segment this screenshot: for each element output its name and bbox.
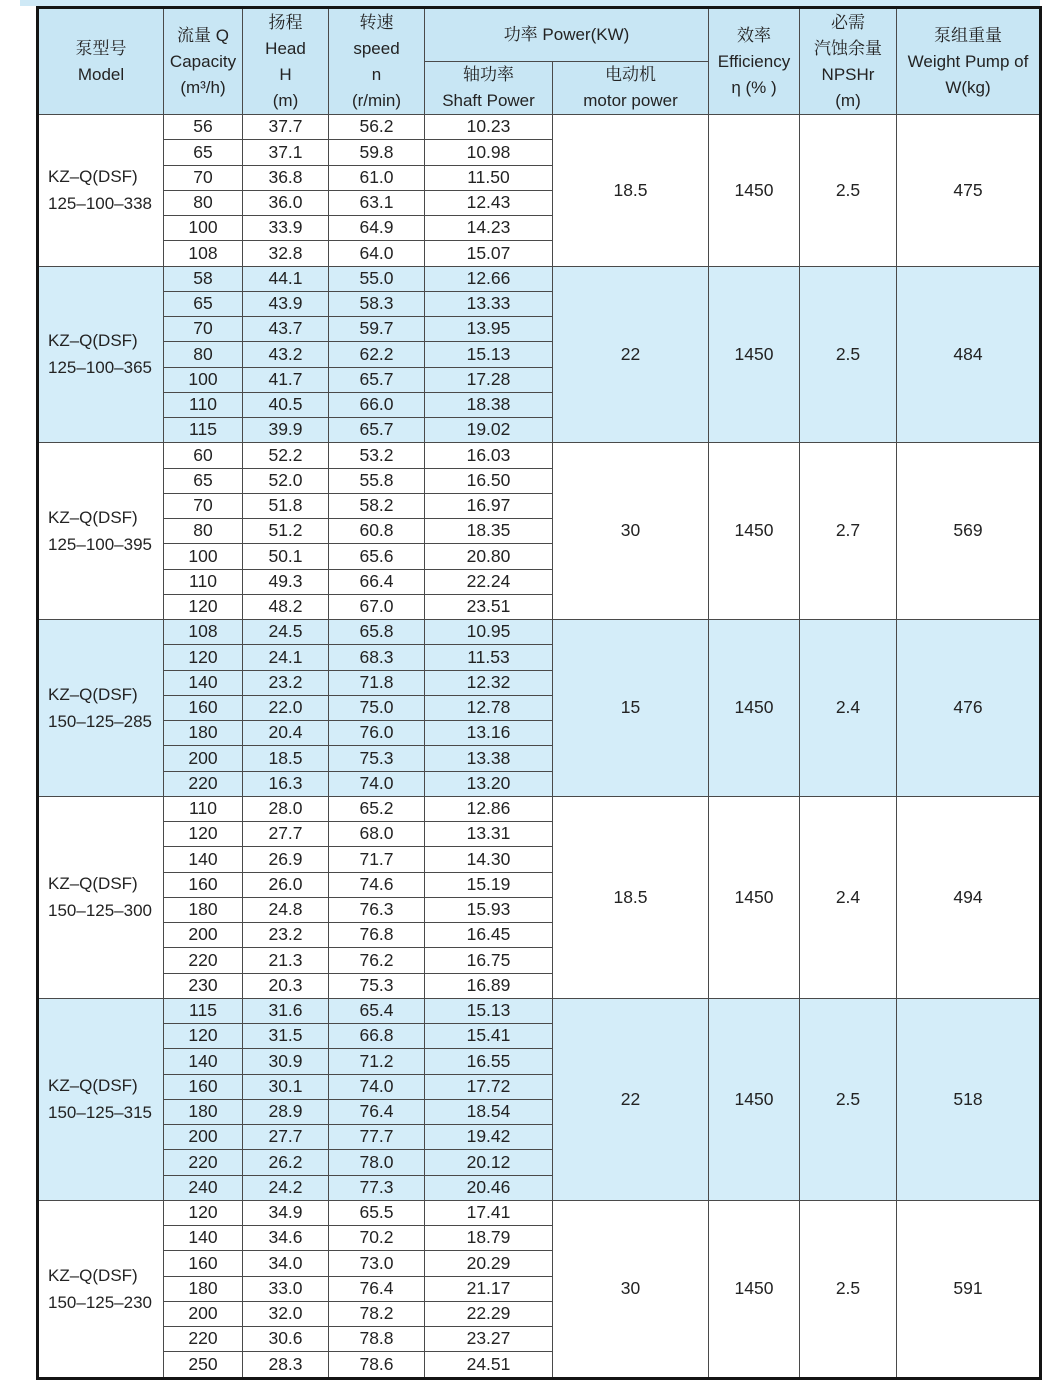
efficiency-cell: 1450 bbox=[709, 620, 800, 797]
col-header-speed bbox=[329, 8, 425, 115]
head-cell: 49.3 bbox=[243, 569, 329, 594]
capacity-cell: 65 bbox=[164, 291, 243, 316]
head-cell: 24.2 bbox=[243, 1175, 329, 1200]
speed-cell: 66.0 bbox=[329, 392, 425, 417]
header-line: 扬程 bbox=[268, 12, 303, 32]
shaft-power-cell: 11.50 bbox=[425, 165, 553, 190]
col-header-model bbox=[38, 8, 164, 115]
head-cell: 27.7 bbox=[243, 822, 329, 847]
head-cell: 23.2 bbox=[243, 670, 329, 695]
speed-cell: 65.2 bbox=[329, 796, 425, 821]
header-line: 泵组重量 bbox=[934, 25, 1002, 45]
head-cell: 48.2 bbox=[243, 594, 329, 619]
speed-cell: 76.2 bbox=[329, 948, 425, 973]
speed-cell: 77.7 bbox=[329, 1125, 425, 1150]
capacity-cell: 110 bbox=[164, 392, 243, 417]
capacity-cell: 180 bbox=[164, 721, 243, 746]
capacity-cell: 70 bbox=[164, 165, 243, 190]
capacity-cell: 120 bbox=[164, 594, 243, 619]
motor-power-cell: 15 bbox=[553, 620, 709, 797]
head-cell: 26.9 bbox=[243, 847, 329, 872]
shaft-power-cell: 23.51 bbox=[425, 594, 553, 619]
head-cell: 43.9 bbox=[243, 291, 329, 316]
model-line: KZ–Q(DSF) bbox=[48, 874, 138, 894]
header-line: W(kg) bbox=[945, 77, 991, 97]
shaft-power-cell: 14.30 bbox=[425, 847, 553, 872]
header-line: (m) bbox=[272, 90, 299, 110]
capacity-cell: 250 bbox=[164, 1352, 243, 1378]
capacity-cell: 65 bbox=[164, 140, 243, 165]
capacity-cell: 120 bbox=[164, 1200, 243, 1225]
speed-cell: 77.3 bbox=[329, 1175, 425, 1200]
head-cell: 33.9 bbox=[243, 216, 329, 241]
shaft-power-cell: 22.24 bbox=[425, 569, 553, 594]
weight-cell: 476 bbox=[897, 620, 1041, 797]
head-cell: 30.1 bbox=[243, 1074, 329, 1099]
shaft-power-cell: 17.41 bbox=[425, 1200, 553, 1225]
capacity-cell: 60 bbox=[164, 443, 243, 468]
model-cell bbox=[38, 115, 164, 267]
head-cell: 27.7 bbox=[243, 1125, 329, 1150]
shaft-power-cell: 15.07 bbox=[425, 241, 553, 266]
npshr-cell: 2.7 bbox=[800, 443, 897, 620]
capacity-cell: 115 bbox=[164, 998, 243, 1023]
shaft-power-cell: 16.45 bbox=[425, 923, 553, 948]
model-line: 150–125–315 bbox=[48, 1103, 153, 1123]
head-cell: 37.7 bbox=[243, 115, 329, 140]
header-line: η (% ) bbox=[731, 77, 777, 97]
head-cell: 40.5 bbox=[243, 392, 329, 417]
col-header-capacity bbox=[164, 8, 243, 115]
header-line: (m) bbox=[835, 90, 861, 110]
table-header bbox=[38, 8, 1041, 115]
model-line: 125–100–338 bbox=[48, 194, 153, 214]
capacity-cell: 120 bbox=[164, 645, 243, 670]
speed-cell: 71.8 bbox=[329, 670, 425, 695]
head-cell: 18.5 bbox=[243, 746, 329, 771]
capacity-cell: 100 bbox=[164, 216, 243, 241]
speed-cell: 76.4 bbox=[329, 1276, 425, 1301]
capacity-cell: 108 bbox=[164, 620, 243, 645]
speed-cell: 70.2 bbox=[329, 1226, 425, 1251]
capacity-cell: 80 bbox=[164, 342, 243, 367]
capacity-cell: 200 bbox=[164, 1125, 243, 1150]
speed-cell: 76.0 bbox=[329, 721, 425, 746]
speed-cell: 66.4 bbox=[329, 569, 425, 594]
shaft-power-cell: 18.79 bbox=[425, 1226, 553, 1251]
head-cell: 24.1 bbox=[243, 645, 329, 670]
capacity-cell: 100 bbox=[164, 544, 243, 569]
shaft-power-cell: 15.19 bbox=[425, 872, 553, 897]
shaft-power-cell: 15.41 bbox=[425, 1024, 553, 1049]
data-row bbox=[38, 1200, 1041, 1225]
shaft-power-cell: 23.27 bbox=[425, 1327, 553, 1352]
head-cell: 31.5 bbox=[243, 1024, 329, 1049]
shaft-power-cell: 13.33 bbox=[425, 291, 553, 316]
header-line: n bbox=[371, 64, 382, 84]
npshr-cell: 2.5 bbox=[800, 266, 897, 443]
shaft-power-cell: 16.75 bbox=[425, 948, 553, 973]
capacity-cell: 180 bbox=[164, 1099, 243, 1124]
speed-cell: 75.3 bbox=[329, 973, 425, 998]
model-line: 150–125–230 bbox=[48, 1292, 153, 1312]
model-line: KZ–Q(DSF) bbox=[48, 1265, 138, 1285]
capacity-cell: 70 bbox=[164, 493, 243, 518]
header-line: (r/min) bbox=[351, 90, 402, 110]
head-cell: 30.6 bbox=[243, 1327, 329, 1352]
speed-cell: 78.0 bbox=[329, 1150, 425, 1175]
weight-cell: 494 bbox=[897, 796, 1041, 998]
capacity-cell: 115 bbox=[164, 418, 243, 443]
capacity-cell: 140 bbox=[164, 670, 243, 695]
motor-power-cell: 18.5 bbox=[553, 115, 709, 267]
shaft-power-cell: 16.50 bbox=[425, 468, 553, 493]
capacity-cell: 220 bbox=[164, 771, 243, 796]
speed-cell: 74.0 bbox=[329, 771, 425, 796]
col-header-motor-power bbox=[553, 62, 709, 115]
header-line: Efficiency bbox=[717, 51, 791, 71]
speed-cell: 58.2 bbox=[329, 493, 425, 518]
model-cell bbox=[38, 1200, 164, 1378]
efficiency-cell: 1450 bbox=[709, 1200, 800, 1378]
shaft-power-cell: 21.17 bbox=[425, 1276, 553, 1301]
shaft-power-cell: 11.53 bbox=[425, 645, 553, 670]
speed-cell: 73.0 bbox=[329, 1251, 425, 1276]
shaft-power-cell: 18.35 bbox=[425, 519, 553, 544]
header-line: H bbox=[279, 64, 292, 84]
capacity-cell: 230 bbox=[164, 973, 243, 998]
head-cell: 20.3 bbox=[243, 973, 329, 998]
col-header-efficiency bbox=[709, 8, 800, 115]
capacity-cell: 58 bbox=[164, 266, 243, 291]
head-cell: 34.6 bbox=[243, 1226, 329, 1251]
capacity-cell: 180 bbox=[164, 1276, 243, 1301]
shaft-power-cell: 10.95 bbox=[425, 620, 553, 645]
head-cell: 34.0 bbox=[243, 1251, 329, 1276]
shaft-power-cell: 17.72 bbox=[425, 1074, 553, 1099]
head-cell: 28.0 bbox=[243, 796, 329, 821]
head-cell: 24.8 bbox=[243, 897, 329, 922]
header-line: Model bbox=[77, 64, 125, 84]
weight-cell: 591 bbox=[897, 1200, 1041, 1378]
capacity-cell: 220 bbox=[164, 1327, 243, 1352]
header-line: 泵型号 bbox=[75, 38, 127, 58]
model-line: KZ–Q(DSF) bbox=[48, 331, 138, 351]
model-cell bbox=[38, 443, 164, 620]
speed-cell: 55.0 bbox=[329, 266, 425, 291]
col-header-weight bbox=[897, 8, 1041, 115]
col-header-head bbox=[243, 8, 329, 115]
speed-cell: 62.2 bbox=[329, 342, 425, 367]
head-cell: 52.0 bbox=[243, 468, 329, 493]
shaft-power-cell: 12.78 bbox=[425, 695, 553, 720]
head-cell: 51.2 bbox=[243, 519, 329, 544]
shaft-power-cell: 15.93 bbox=[425, 897, 553, 922]
speed-cell: 65.8 bbox=[329, 620, 425, 645]
speed-cell: 53.2 bbox=[329, 443, 425, 468]
speed-cell: 61.0 bbox=[329, 165, 425, 190]
header-line: Capacity bbox=[169, 51, 237, 71]
head-cell: 22.0 bbox=[243, 695, 329, 720]
header-line: 汽蚀余量 bbox=[814, 38, 882, 58]
efficiency-cell: 1450 bbox=[709, 266, 800, 443]
header-line: Weight Pump of bbox=[907, 51, 1029, 71]
header-line: 流量 Q bbox=[177, 25, 229, 45]
speed-cell: 71.2 bbox=[329, 1049, 425, 1074]
capacity-cell: 160 bbox=[164, 1074, 243, 1099]
head-cell: 50.1 bbox=[243, 544, 329, 569]
efficiency-cell: 1450 bbox=[709, 115, 800, 267]
head-cell: 39.9 bbox=[243, 418, 329, 443]
capacity-cell: 120 bbox=[164, 822, 243, 847]
head-cell: 41.7 bbox=[243, 367, 329, 392]
shaft-power-cell: 12.86 bbox=[425, 796, 553, 821]
header-line: (m³/h) bbox=[180, 77, 226, 97]
capacity-cell: 80 bbox=[164, 190, 243, 215]
speed-cell: 76.8 bbox=[329, 923, 425, 948]
speed-cell: 63.1 bbox=[329, 190, 425, 215]
capacity-cell: 220 bbox=[164, 948, 243, 973]
speed-cell: 74.6 bbox=[329, 872, 425, 897]
head-cell: 51.8 bbox=[243, 493, 329, 518]
speed-cell: 65.7 bbox=[329, 418, 425, 443]
shaft-power-cell: 19.42 bbox=[425, 1125, 553, 1150]
capacity-cell: 140 bbox=[164, 1226, 243, 1251]
capacity-cell: 160 bbox=[164, 1251, 243, 1276]
speed-cell: 76.3 bbox=[329, 897, 425, 922]
shaft-power-cell: 14.23 bbox=[425, 216, 553, 241]
speed-cell: 78.6 bbox=[329, 1352, 425, 1378]
head-cell: 36.8 bbox=[243, 165, 329, 190]
shaft-power-cell: 16.97 bbox=[425, 493, 553, 518]
data-row bbox=[38, 998, 1041, 1023]
shaft-power-cell: 15.13 bbox=[425, 342, 553, 367]
header-line: 必需 bbox=[831, 12, 865, 32]
head-cell: 26.0 bbox=[243, 872, 329, 897]
shaft-power-cell: 22.29 bbox=[425, 1301, 553, 1326]
npshr-cell: 2.4 bbox=[800, 620, 897, 797]
capacity-cell: 108 bbox=[164, 241, 243, 266]
data-row bbox=[38, 443, 1041, 468]
model-cell bbox=[38, 998, 164, 1200]
shaft-power-cell: 13.16 bbox=[425, 721, 553, 746]
speed-cell: 68.0 bbox=[329, 822, 425, 847]
weight-cell: 475 bbox=[897, 115, 1041, 267]
speed-cell: 71.7 bbox=[329, 847, 425, 872]
header-line: speed bbox=[353, 38, 400, 58]
shaft-power-cell: 10.23 bbox=[425, 115, 553, 140]
capacity-cell: 200 bbox=[164, 923, 243, 948]
model-cell bbox=[38, 796, 164, 998]
speed-cell: 65.6 bbox=[329, 544, 425, 569]
head-cell: 23.2 bbox=[243, 923, 329, 948]
shaft-power-cell: 17.28 bbox=[425, 367, 553, 392]
capacity-cell: 160 bbox=[164, 695, 243, 720]
capacity-cell: 65 bbox=[164, 468, 243, 493]
capacity-cell: 240 bbox=[164, 1175, 243, 1200]
capacity-cell: 200 bbox=[164, 746, 243, 771]
efficiency-cell: 1450 bbox=[709, 796, 800, 998]
head-cell: 43.2 bbox=[243, 342, 329, 367]
capacity-cell: 220 bbox=[164, 1150, 243, 1175]
shaft-power-cell: 19.02 bbox=[425, 418, 553, 443]
shaft-power-cell: 12.32 bbox=[425, 670, 553, 695]
head-cell: 26.2 bbox=[243, 1150, 329, 1175]
speed-cell: 78.2 bbox=[329, 1301, 425, 1326]
speed-cell: 55.8 bbox=[329, 468, 425, 493]
speed-cell: 60.8 bbox=[329, 519, 425, 544]
head-cell: 28.9 bbox=[243, 1099, 329, 1124]
efficiency-cell: 1450 bbox=[709, 998, 800, 1200]
data-row bbox=[38, 266, 1041, 291]
weight-cell: 569 bbox=[897, 443, 1041, 620]
table-body bbox=[38, 115, 1041, 1379]
head-cell: 20.4 bbox=[243, 721, 329, 746]
head-cell: 16.3 bbox=[243, 771, 329, 796]
speed-cell: 59.7 bbox=[329, 317, 425, 342]
header-line: motor power bbox=[583, 91, 678, 110]
header-line: NPSHr bbox=[821, 64, 875, 84]
capacity-cell: 160 bbox=[164, 872, 243, 897]
model-line: 125–100–395 bbox=[48, 535, 153, 555]
motor-power-cell: 22 bbox=[553, 998, 709, 1200]
capacity-cell: 110 bbox=[164, 796, 243, 821]
head-cell: 44.1 bbox=[243, 266, 329, 291]
capacity-cell: 100 bbox=[164, 367, 243, 392]
capacity-cell: 120 bbox=[164, 1024, 243, 1049]
model-cell bbox=[38, 620, 164, 797]
npshr-cell: 2.5 bbox=[800, 998, 897, 1200]
speed-cell: 68.3 bbox=[329, 645, 425, 670]
speed-cell: 58.3 bbox=[329, 291, 425, 316]
col-header-power-group: 功率 Power(KW) bbox=[425, 8, 709, 62]
model-line: KZ–Q(DSF) bbox=[48, 684, 138, 704]
capacity-cell: 70 bbox=[164, 317, 243, 342]
shaft-power-cell: 12.66 bbox=[425, 266, 553, 291]
model-line: KZ–Q(DSF) bbox=[48, 508, 138, 528]
model-line: 125–100–365 bbox=[48, 358, 153, 378]
motor-power-cell: 22 bbox=[553, 266, 709, 443]
motor-power-cell: 18.5 bbox=[553, 796, 709, 998]
head-cell: 37.1 bbox=[243, 140, 329, 165]
efficiency-cell: 1450 bbox=[709, 443, 800, 620]
head-cell: 32.8 bbox=[243, 241, 329, 266]
shaft-power-cell: 16.55 bbox=[425, 1049, 553, 1074]
capacity-cell: 110 bbox=[164, 569, 243, 594]
speed-cell: 64.9 bbox=[329, 216, 425, 241]
capacity-cell: 140 bbox=[164, 1049, 243, 1074]
pump-spec-table bbox=[36, 6, 1042, 1380]
head-cell: 24.5 bbox=[243, 620, 329, 645]
shaft-power-cell: 13.31 bbox=[425, 822, 553, 847]
shaft-power-cell: 13.20 bbox=[425, 771, 553, 796]
model-line: 150–125–285 bbox=[48, 711, 153, 731]
speed-cell: 65.5 bbox=[329, 1200, 425, 1225]
col-header-npshr bbox=[800, 8, 897, 115]
shaft-power-cell: 16.03 bbox=[425, 443, 553, 468]
speed-cell: 64.0 bbox=[329, 241, 425, 266]
model-cell bbox=[38, 266, 164, 443]
shaft-power-cell: 18.38 bbox=[425, 392, 553, 417]
shaft-power-cell: 13.38 bbox=[425, 746, 553, 771]
weight-cell: 484 bbox=[897, 266, 1041, 443]
speed-cell: 76.4 bbox=[329, 1099, 425, 1124]
shaft-power-cell: 24.51 bbox=[425, 1352, 553, 1378]
capacity-cell: 80 bbox=[164, 519, 243, 544]
shaft-power-cell: 18.54 bbox=[425, 1099, 553, 1124]
npshr-cell: 2.5 bbox=[800, 115, 897, 267]
header-line: Head bbox=[265, 38, 306, 58]
speed-cell: 59.8 bbox=[329, 140, 425, 165]
shaft-power-cell: 20.46 bbox=[425, 1175, 553, 1200]
shaft-power-cell: 13.95 bbox=[425, 317, 553, 342]
header-line: 轴功率 bbox=[463, 65, 514, 84]
head-cell: 31.6 bbox=[243, 998, 329, 1023]
data-row bbox=[38, 115, 1041, 140]
head-cell: 33.0 bbox=[243, 1276, 329, 1301]
head-cell: 32.0 bbox=[243, 1301, 329, 1326]
head-cell: 36.0 bbox=[243, 190, 329, 215]
motor-power-cell: 30 bbox=[553, 1200, 709, 1378]
capacity-cell: 180 bbox=[164, 897, 243, 922]
capacity-cell: 56 bbox=[164, 115, 243, 140]
data-row bbox=[38, 796, 1041, 821]
head-cell: 28.3 bbox=[243, 1352, 329, 1378]
header-line: 电动机 bbox=[605, 65, 656, 84]
shaft-power-cell: 12.43 bbox=[425, 190, 553, 215]
head-cell: 21.3 bbox=[243, 948, 329, 973]
header-line: 效率 bbox=[737, 25, 771, 45]
shaft-power-cell: 15.13 bbox=[425, 998, 553, 1023]
head-cell: 34.9 bbox=[243, 1200, 329, 1225]
data-row bbox=[38, 620, 1041, 645]
shaft-power-cell: 10.98 bbox=[425, 140, 553, 165]
shaft-power-cell: 20.80 bbox=[425, 544, 553, 569]
npshr-cell: 2.4 bbox=[800, 796, 897, 998]
header-row-1 bbox=[38, 8, 1041, 62]
model-line: KZ–Q(DSF) bbox=[48, 1076, 138, 1096]
header-line: 转速 bbox=[359, 12, 394, 32]
shaft-power-cell: 20.12 bbox=[425, 1150, 553, 1175]
speed-cell: 65.7 bbox=[329, 367, 425, 392]
header-line: Shaft Power bbox=[442, 91, 535, 110]
shaft-power-cell: 16.89 bbox=[425, 973, 553, 998]
capacity-cell: 140 bbox=[164, 847, 243, 872]
speed-cell: 67.0 bbox=[329, 594, 425, 619]
head-cell: 52.2 bbox=[243, 443, 329, 468]
capacity-cell: 200 bbox=[164, 1301, 243, 1326]
head-cell: 30.9 bbox=[243, 1049, 329, 1074]
model-line: 150–125–300 bbox=[48, 901, 153, 921]
speed-cell: 66.8 bbox=[329, 1024, 425, 1049]
head-cell: 43.7 bbox=[243, 317, 329, 342]
speed-cell: 74.0 bbox=[329, 1074, 425, 1099]
speed-cell: 65.4 bbox=[329, 998, 425, 1023]
speed-cell: 56.2 bbox=[329, 115, 425, 140]
model-line: KZ–Q(DSF) bbox=[48, 167, 138, 187]
shaft-power-cell: 20.29 bbox=[425, 1251, 553, 1276]
motor-power-cell: 30 bbox=[553, 443, 709, 620]
speed-cell: 78.8 bbox=[329, 1327, 425, 1352]
speed-cell: 75.3 bbox=[329, 746, 425, 771]
weight-cell: 518 bbox=[897, 998, 1041, 1200]
npshr-cell: 2.5 bbox=[800, 1200, 897, 1378]
col-header-shaft-power bbox=[425, 62, 553, 115]
speed-cell: 75.0 bbox=[329, 695, 425, 720]
